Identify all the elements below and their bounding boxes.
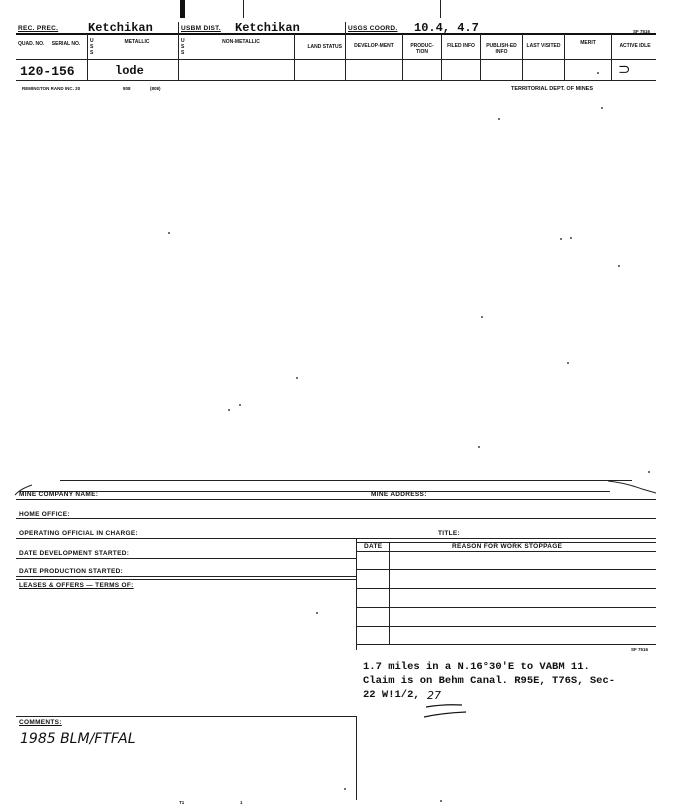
col-divider <box>480 34 481 80</box>
col-divider <box>345 34 346 80</box>
speck <box>228 409 230 411</box>
col-divider <box>522 34 523 80</box>
department-label: TERRITORIAL DEPT. OF MINES <box>511 86 593 92</box>
col-development: DEVELOP-MENT <box>354 43 394 49</box>
stoppage-left-border <box>356 538 357 650</box>
title-label: TITLE: <box>438 530 461 537</box>
date-production-started-label: DATE PRODUCTION STARTED: <box>19 568 124 575</box>
speck <box>618 265 620 267</box>
col-non-metallic: NON-METALLIC <box>222 39 260 45</box>
comments-rule <box>16 716 356 717</box>
speck <box>481 316 483 318</box>
header-divider <box>178 22 179 34</box>
usgs-coord-value: 10.4, 4.7 <box>414 21 479 35</box>
col-last-visited: LAST VISITED <box>526 43 561 49</box>
stub-divider <box>440 0 441 18</box>
col-divider <box>402 34 403 80</box>
speck <box>570 237 572 239</box>
column-header-bottom-rule <box>16 59 656 60</box>
row-rule <box>16 499 656 500</box>
speck <box>498 118 500 120</box>
note-line-2: Claim is on Behm Canal. R95E, T76S, Sec- <box>363 675 616 687</box>
rec-prec-label: REC. PREC. <box>18 25 59 32</box>
record-bottom-rule <box>16 80 656 81</box>
punch-mark <box>180 0 185 18</box>
stoppage-row <box>356 644 656 645</box>
card-top-edge <box>20 491 610 492</box>
col-divider <box>441 34 442 80</box>
stoppage-row <box>356 626 656 627</box>
col-merit: MERIT <box>580 40 596 46</box>
usbm-dist-value: Ketchikan <box>235 21 300 35</box>
row-rule <box>16 518 656 519</box>
col-active-idle: ACTIVE IDLE <box>619 43 651 49</box>
col-divider <box>564 34 565 80</box>
speck <box>168 232 170 234</box>
stoppage-row <box>356 588 656 589</box>
usbm-dist-label: USBM DIST. <box>181 25 221 32</box>
col-land-status: LAND STATUS <box>307 44 342 50</box>
metallic-value: lode <box>115 64 144 78</box>
form-number: SF 7516 <box>633 29 651 34</box>
rec-prec-value: Ketchikan <box>88 21 153 35</box>
speck <box>316 612 318 614</box>
note-handwritten-suffix: 27 <box>427 689 441 702</box>
stoppage-row <box>356 607 656 608</box>
speck <box>648 471 650 473</box>
date-column-header: DATE <box>364 543 383 550</box>
speck <box>567 362 569 364</box>
leases-offers-label: LEASES & OFFERS — TERMS OF: <box>19 582 134 589</box>
col-serial-no: SERIAL NO. <box>51 41 81 47</box>
stub-divider <box>243 0 244 18</box>
printer-label: REMINGTON RAND INC. 20 <box>22 86 81 91</box>
col-filed-info: FILED INFO <box>447 43 475 49</box>
reason-column-header: REASON FOR WORK STOPPAGE <box>452 543 563 550</box>
form-number-2: SF 7516 <box>631 647 649 652</box>
speck <box>344 788 346 790</box>
bottom-mark-2: 1 <box>240 800 243 805</box>
note-handwritten-underline <box>422 701 472 721</box>
col-metallic: METALLIC <box>124 39 150 45</box>
stoppage-date-divider <box>389 542 390 644</box>
comments-label: COMMENTS: <box>19 719 62 726</box>
col-quad-serial <box>18 41 86 47</box>
printer-code1: 808 <box>123 86 131 91</box>
bottom-mark-1: T1 <box>179 800 185 805</box>
date-development-started-label: DATE DEVELOPMENT STARTED: <box>19 550 130 557</box>
active-idle-mark: ⊃ <box>618 60 631 78</box>
note-line-1: 1.7 miles in a N.16°30'E to VABM 11. <box>363 661 590 673</box>
mine-address-label: MINE ADDRESS: <box>371 491 427 498</box>
col-published-info: PUBLISH-ED INFO <box>486 43 517 55</box>
mine-company-name-label: MINE COMPANY NAME: <box>19 491 99 498</box>
speck <box>239 404 241 406</box>
row-rule <box>16 576 356 577</box>
home-office-label: HOME OFFICE: <box>19 511 70 518</box>
col-quad-no: QUAD. NO. <box>18 41 45 47</box>
stoppage-header-rule <box>356 551 656 552</box>
col-production: PRODUC-TION <box>410 43 434 55</box>
col-uss-left: U S S <box>90 38 94 56</box>
speck <box>601 107 603 109</box>
col-divider <box>178 34 179 80</box>
torn-corner-right <box>606 479 658 495</box>
card-top-edge <box>60 480 632 481</box>
col-divider <box>294 34 295 80</box>
handwritten-comment: 1985 BLM/FTFAL <box>20 731 136 747</box>
speck <box>560 238 562 240</box>
row-rule <box>16 558 356 559</box>
row-rule <box>16 579 356 580</box>
col-uss-right: U S S <box>181 38 185 56</box>
operating-official-label: OPERATING OFFICIAL IN CHARGE: <box>19 530 138 537</box>
quad-serial-value: 120-156 <box>20 64 75 79</box>
stoppage-row <box>356 569 656 570</box>
note-line-3: 22 W!1/2, <box>363 689 420 701</box>
merit-dot <box>597 72 599 74</box>
header-divider <box>345 22 346 34</box>
comments-right-border <box>356 716 357 800</box>
printer-code2: (808) <box>150 86 161 91</box>
col-divider <box>611 34 612 80</box>
col-divider <box>87 34 88 80</box>
speck <box>478 446 480 448</box>
speck <box>296 377 298 379</box>
row-rule <box>16 538 656 539</box>
speck <box>440 800 442 802</box>
usgs-coord-label: USGS COORD. <box>348 25 398 32</box>
